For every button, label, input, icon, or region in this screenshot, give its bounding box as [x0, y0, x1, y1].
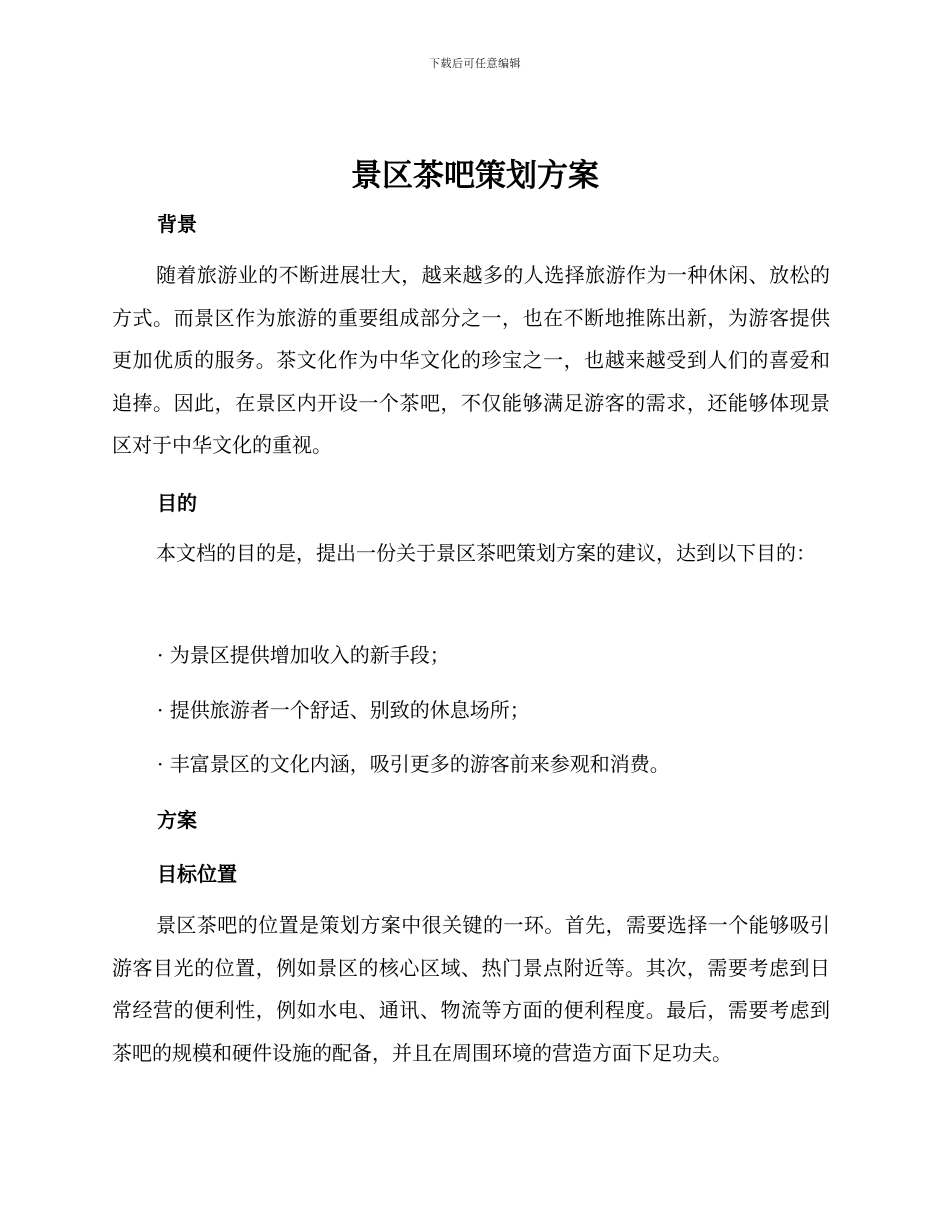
paragraph-location: 景区茶吧的位置是策划方案中很关键的一环。首先，需要选择一个能够吸引游客目光的位置，例如景区的核心区域、热门景点附近等。其次，需要考虑到日常经营的便利性，例如水电、通讯、物流等方面的便利程度。最后，需要考虑到茶吧的规模和硬件设施的配备，并且在周围环境的营造方面下足功夫。 [112, 913, 830, 1065]
header-note: 下载后可任意编辑 [429, 57, 521, 70]
paragraph-purpose: 本文档的目的是，提出一份关于景区茶吧策划方案的建议，达到以下目的： [156, 541, 816, 565]
paragraph-background: 随着旅游业的不断进展壮大，越来越多的人选择旅游作为一种休闲、放松的方式。而景区作为旅游的重要组成部分之一，也在不断地推陈出新，为游客提供更加优质的服务。茶文化作为中华文化的珍宝之一，也越来越受到人们的喜爱和追捧。因此，在景区内开设一个茶吧，不仅能够满足游客的需求，还能够体现景区对于中华文化的重视。 [112, 263, 830, 457]
purpose-bullet-1: · 为景区提供增加收入的新手段； [157, 643, 450, 667]
heading-location: 目标位置 [157, 862, 237, 886]
purpose-bullet-2: · 提供旅游者一个舒适、别致的休息场所； [157, 698, 530, 722]
heading-background: 背景 [157, 212, 197, 236]
purpose-bullet-3: · 丰富景区的文化内涵，吸引更多的游客前来参观和消费。 [157, 752, 670, 776]
document-title: 景区茶吧策划方案 [351, 158, 599, 194]
heading-plan: 方案 [157, 808, 197, 832]
heading-purpose: 目的 [157, 491, 197, 515]
